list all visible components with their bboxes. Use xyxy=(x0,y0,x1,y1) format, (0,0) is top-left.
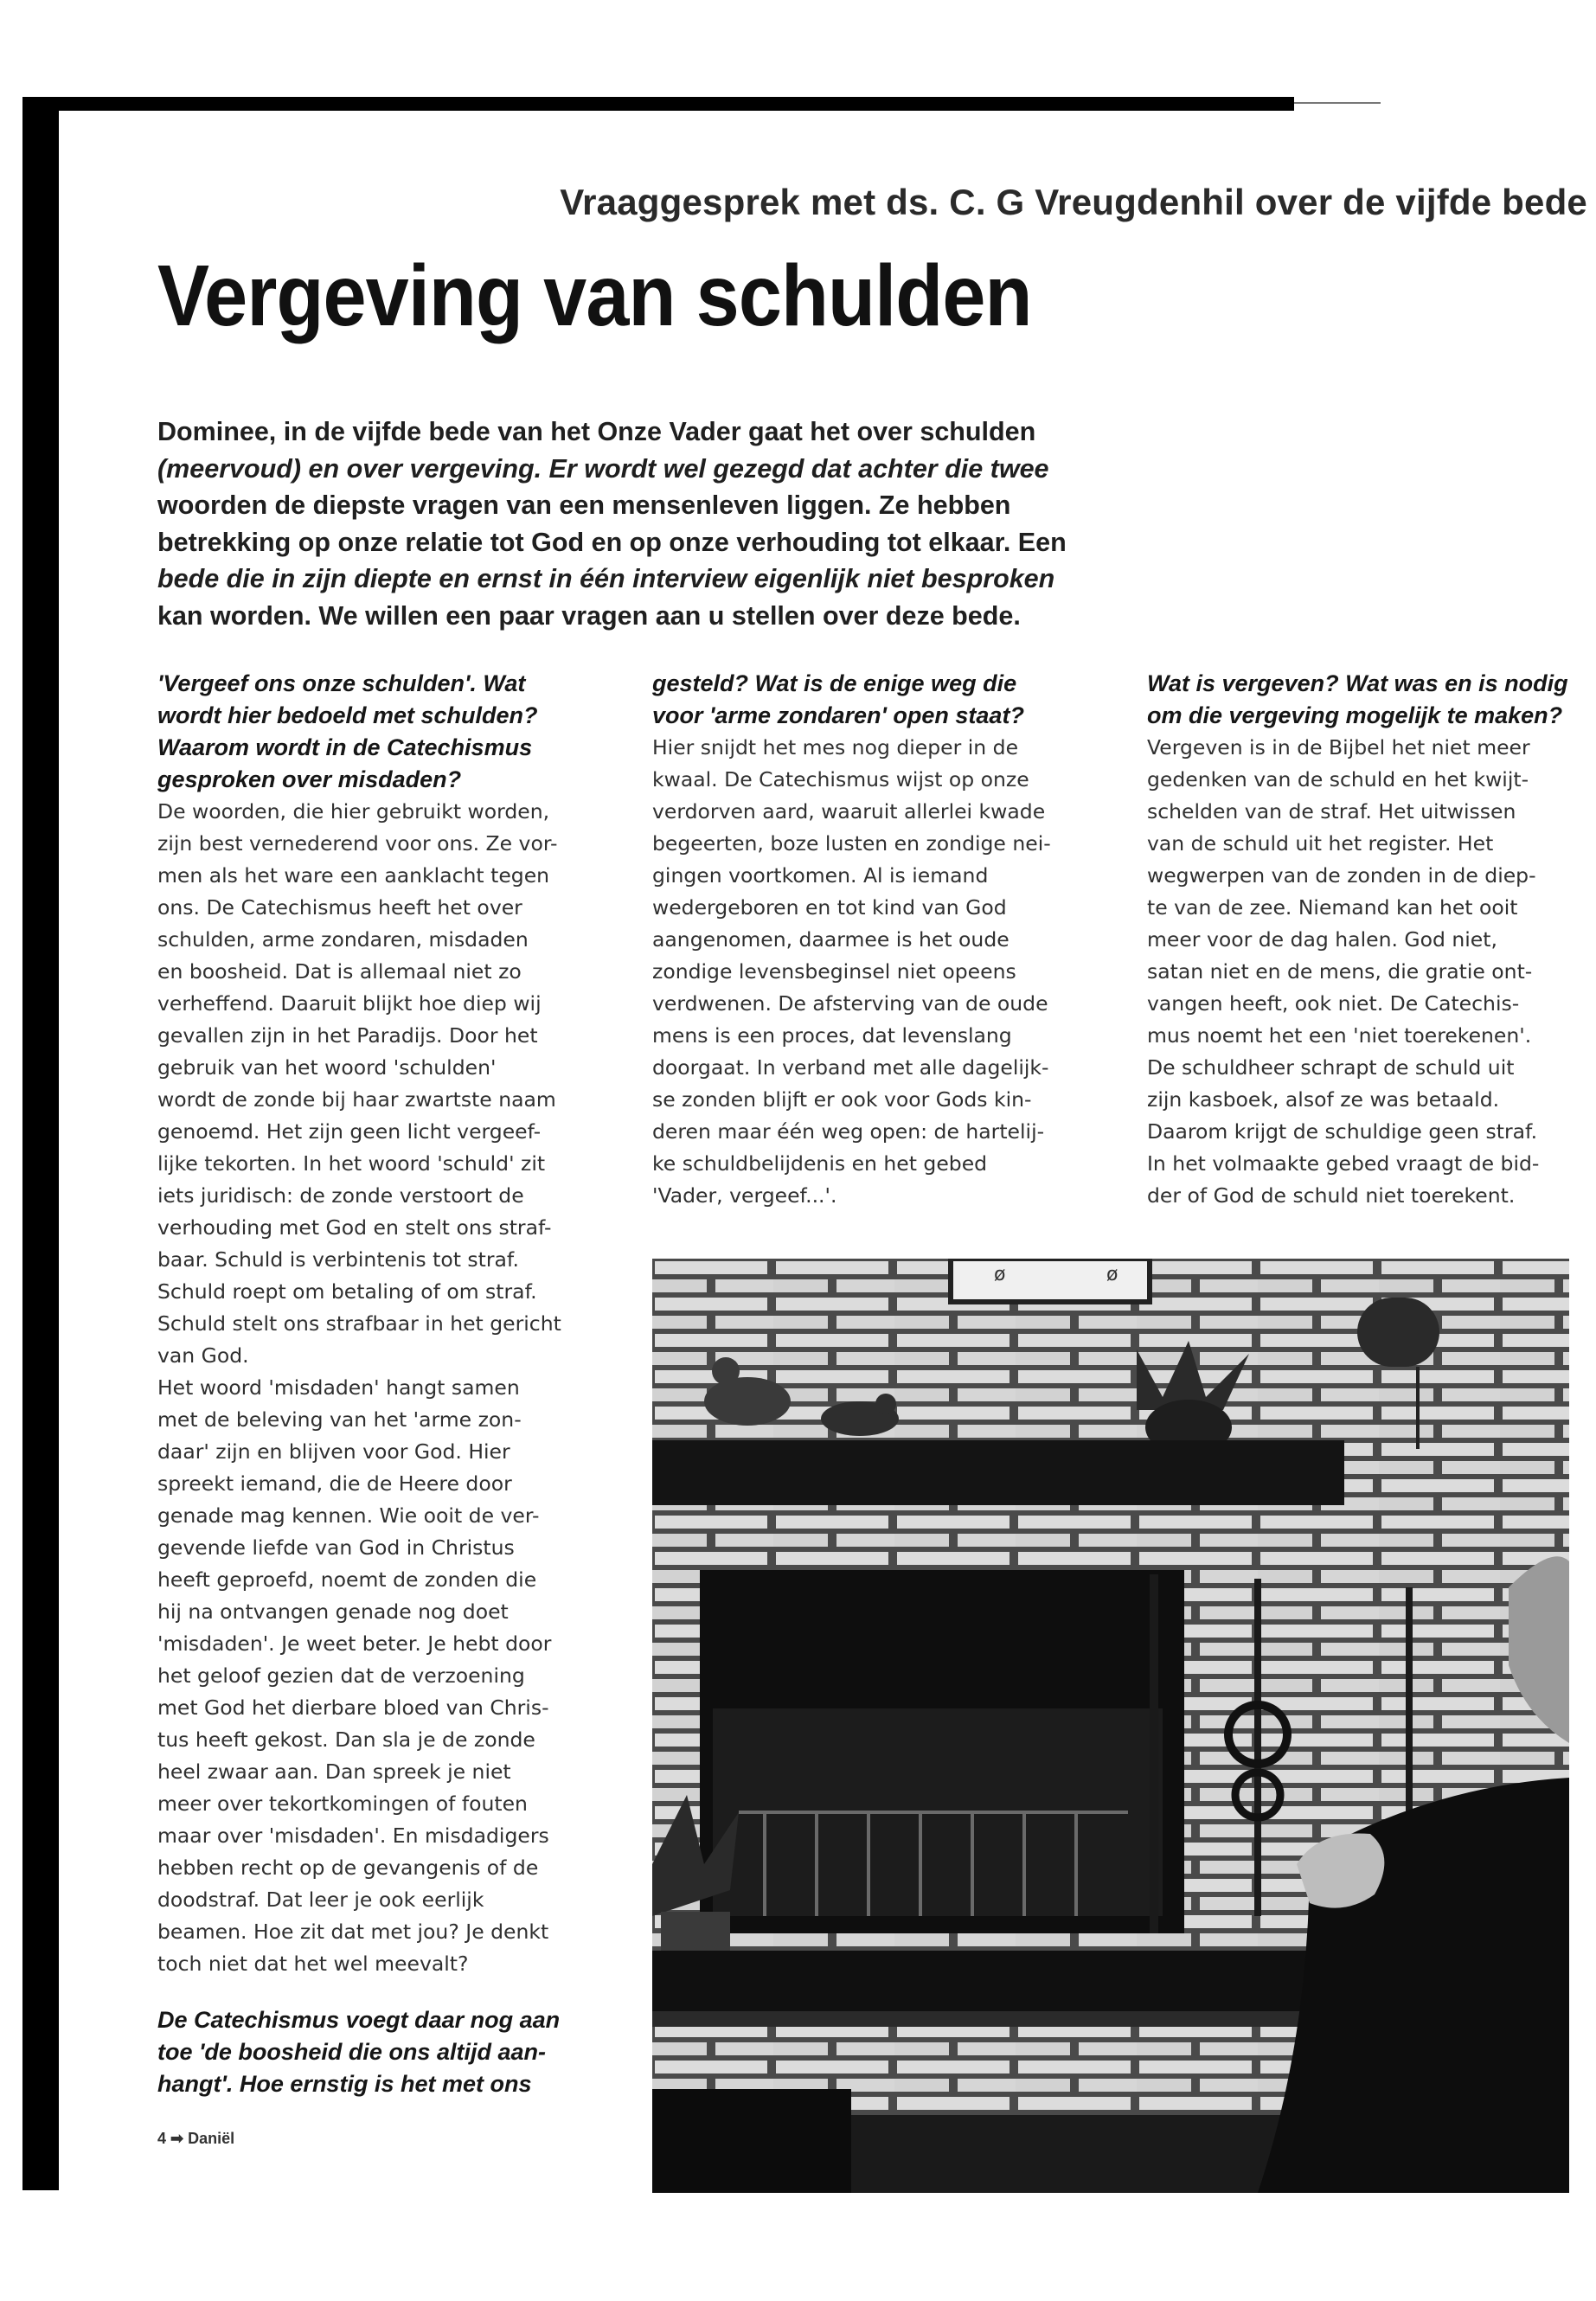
svg-text:ø: ø xyxy=(994,1264,1006,1285)
body-line: Daarom krijgt de schuldige geen straf. xyxy=(1147,1119,1538,1144)
body-line: zondige levensbeginsel niet opeens xyxy=(652,959,1016,984)
question-line: 'Vergeef ons onze schulden'. Wat xyxy=(157,670,526,696)
column-2-body xyxy=(652,732,1102,1212)
body-line: 'Vader, vergeef...'. xyxy=(652,1183,837,1208)
body-line: daar' zijn en blijven voor God. Hier xyxy=(157,1439,510,1464)
body-line: begeerten, boze lusten en zondige nei- xyxy=(652,831,1051,856)
body-line: ons. De Catechismus heeft het over xyxy=(157,895,522,920)
question-line: hangt'. Hoe ernstig is het met ons xyxy=(157,2071,532,2097)
body-line: der of God de schuld niet toerekent. xyxy=(1147,1183,1516,1208)
body-line: hij na ontvangen genade nog doet xyxy=(157,1599,509,1624)
body-line: wordt de zonde bij haar zwartste naam xyxy=(157,1087,556,1112)
question-line: wordt hier bedoeld met schulden? xyxy=(157,702,538,728)
body-line: baar. Schuld is verbintenis tot straf. xyxy=(157,1247,519,1272)
body-line: wegwerpen van de zonden in de diep- xyxy=(1147,863,1536,888)
body-line: Vergeven is in de Bijbel het niet meer xyxy=(1147,735,1530,760)
page-number: 4 xyxy=(157,2130,167,2147)
paragraph-gap xyxy=(157,1980,607,2004)
intro-line: kan worden. We willen een paar vragen aan u stellen over deze bede. xyxy=(157,600,1021,631)
body-line: gevende liefde van God in Christus xyxy=(157,1535,515,1560)
body-line: se zonden blijft er ook voor Gods kin- xyxy=(652,1087,1032,1112)
body-line: satan niet en de mens, die gratie ont- xyxy=(1147,959,1533,984)
body-line: te van de zee. Niemand kan het ooit xyxy=(1147,895,1518,920)
article-headline: Vergeving van schulden xyxy=(157,247,1032,344)
question-line: om die vergeving mogelijk te maken? xyxy=(1147,702,1563,728)
body-line: vangen heeft, ook niet. De Catechis- xyxy=(1147,991,1520,1016)
svg-text:ø: ø xyxy=(1106,1264,1118,1285)
fireplace-photo xyxy=(652,1259,1569,2193)
question-line: toe 'de boosheid die ons altijd aan- xyxy=(157,2039,546,2065)
body-line: iets juridisch: de zonde verstoort de xyxy=(157,1183,524,1208)
article-intro xyxy=(157,413,1087,634)
body-line: In het volmaakte gebed vraagt de bid- xyxy=(1147,1151,1540,1176)
body-line: van de schuld uit het register. Het xyxy=(1147,831,1494,856)
body-line: het geloof gezien dat de verzoening xyxy=(157,1663,525,1688)
body-line: 'misdaden'. Je weet beter. Je hebt door xyxy=(157,1631,552,1656)
question-line: De Catechismus voegt daar nog aan xyxy=(157,2007,561,2033)
intro-line: (meervoud) en over vergeving. Er wordt wel gezegd dat achter die twee xyxy=(157,453,1049,484)
question-line: gesproken over misdaden? xyxy=(157,766,462,792)
column-1 xyxy=(157,668,607,2100)
body-line: Hier snijdt het mes nog dieper in de xyxy=(652,735,1019,760)
intro-line: woorden de diepste vragen van een mensenleven liggen. Ze hebben xyxy=(157,490,1011,520)
body-line: lijke tekorten. In het woord 'schuld' zit xyxy=(157,1151,546,1176)
column-3-body xyxy=(1147,732,1588,1212)
column-2-question xyxy=(652,668,1102,732)
column-2 xyxy=(652,668,1102,1212)
body-line: kwaal. De Catechismus wijst op onze xyxy=(652,767,1029,792)
body-line: met God het dierbare bloed van Chris- xyxy=(157,1695,549,1720)
question-line: gesteld? Wat is de enige weg die xyxy=(652,670,1017,696)
column-3 xyxy=(1147,668,1588,1212)
page-footer xyxy=(157,2130,234,2148)
body-line: tus heeft gekost. Dan sla je de zonde xyxy=(157,1727,535,1752)
question-line: voor 'arme zondaren' open staat? xyxy=(652,702,1024,728)
column-1-question-2 xyxy=(157,2004,607,2100)
body-line: men als het ware een aanklacht tegen xyxy=(157,863,550,888)
body-line: meer voor de dag halen. God niet, xyxy=(1147,927,1497,952)
question-line: Wat is vergeven? Wat was en is nodig xyxy=(1147,670,1568,696)
body-line: verhouding met God en stelt ons straf- xyxy=(157,1215,552,1240)
body-line: heeft geproefd, noemt de zonden die xyxy=(157,1567,537,1592)
body-line: verheffend. Daaruit blijkt hoe diep wij xyxy=(157,991,542,1016)
body-line: en boosheid. Dat is allemaal niet zo xyxy=(157,959,522,984)
body-line: mus noemt het een 'niet toerekenen'. xyxy=(1147,1023,1532,1048)
body-line: genade mag kennen. Wie ooit de ver- xyxy=(157,1503,540,1528)
arrow-icon: ➡ xyxy=(170,2130,189,2147)
body-line: De schuldheer schrapt de schuld uit xyxy=(1147,1055,1515,1080)
intro-line: Dominee, in de vijfde bede van het Onze Vader gaat het over schulden xyxy=(157,417,1036,446)
body-line: verdwenen. De afsterving van de oude xyxy=(652,991,1048,1016)
body-line: gebruik van het woord 'schulden' xyxy=(157,1055,497,1080)
body-line: schulden, arme zondaren, misdaden xyxy=(157,927,529,952)
magazine-name: Daniël xyxy=(188,2130,235,2147)
body-line: heel zwaar aan. Dan spreek je niet xyxy=(157,1759,511,1784)
body-line: Het woord 'misdaden' hangt samen xyxy=(157,1375,520,1400)
body-line: doodstraf. Dat leer je ook eerlijk xyxy=(157,1888,484,1912)
body-line: wedergeboren en tot kind van God xyxy=(652,895,1007,920)
body-line: Schuld roept om betaling of om straf. xyxy=(157,1279,537,1304)
body-line: meer over tekortkomingen of fouten xyxy=(157,1791,528,1816)
body-line: maar over 'misdaden'. En misdadigers xyxy=(157,1823,549,1848)
body-line: doorgaat. In verband met alle dagelijk- xyxy=(652,1055,1049,1080)
body-line: van God. xyxy=(157,1343,249,1368)
body-line: gevallen zijn in het Paradijs. Door het xyxy=(157,1023,538,1048)
top-rule-thin xyxy=(1294,102,1381,104)
body-line: verdorven aard, waaruit allerlei kwade xyxy=(652,799,1046,824)
body-line: met de beleving van het 'arme zon- xyxy=(157,1407,522,1432)
column-1-body xyxy=(157,796,607,1980)
body-line: aangenomen, daarmee is het oude xyxy=(652,927,1010,952)
body-line: gingen voortkomen. Al is iemand xyxy=(652,863,989,888)
top-rule xyxy=(22,97,1294,111)
body-line: Schuld stelt ons strafbaar in het gericht xyxy=(157,1311,561,1336)
body-line: hebben recht op de gevangenis of de xyxy=(157,1856,539,1880)
page-edge-bar xyxy=(22,97,59,2190)
body-line: genoemd. Het zijn geen licht vergeef- xyxy=(157,1119,542,1144)
intro-line: betrekking op onze relatie tot God en op onze verhouding tot elkaar. Een xyxy=(157,527,1067,557)
question-line: Waarom wordt in de Catechismus xyxy=(157,734,533,760)
body-line: ke schuldbelijdenis en het gebed xyxy=(652,1151,988,1176)
body-line: schelden van de straf. Het uitwissen xyxy=(1147,799,1516,824)
body-line: spreekt iemand, die de Heere door xyxy=(157,1471,512,1496)
body-line: De woorden, die hier gebruikt worden, xyxy=(157,799,550,824)
body-line: zijn best vernederend voor ons. Ze vor- xyxy=(157,831,558,856)
body-line: toch niet dat het wel meevalt? xyxy=(157,1952,469,1976)
body-line: gedenken van de schuld en het kwijt- xyxy=(1147,767,1529,792)
article-kicker: Vraaggesprek met ds. C. G Vreugdenhil over de vijfde bede xyxy=(560,182,1587,222)
column-3-question xyxy=(1147,668,1588,732)
body-line: zijn kasboek, alsof ze was betaald. xyxy=(1147,1087,1500,1112)
body-line: deren maar één weg open: de hartelij- xyxy=(652,1119,1045,1144)
intro-line: bede die in zijn diepte en ernst in één interview eigenlijk niet besproken xyxy=(157,564,1055,593)
column-1-question xyxy=(157,668,607,796)
body-line: mens is een proces, dat levenslang xyxy=(652,1023,1012,1048)
body-line: beamen. Hoe zit dat met jou? Je denkt xyxy=(157,1920,549,1944)
